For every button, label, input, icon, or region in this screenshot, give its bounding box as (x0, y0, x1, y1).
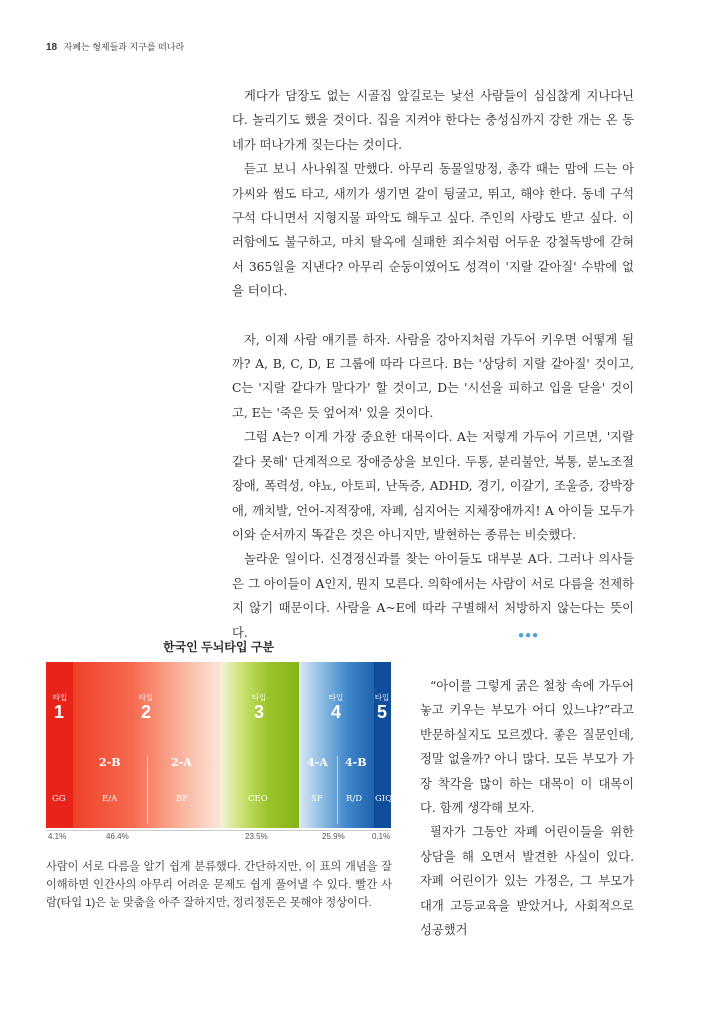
subtype-label: 4-A (307, 756, 328, 769)
paragraph: 게다가 담장도 없는 시골집 앞길로는 낯선 사람들이 심심찮게 지나다닌다. 놀리기도 했을 것이다. 집을 지켜야 한다는 충성심까지 강한 개는 온 동네가 떠나가게 짖는다는 것이다. (232, 89, 634, 152)
running-header (46, 40, 184, 53)
figure-caption: 사람이 서로 다름을 알기 쉽게 분류했다. 간단하지만, 이 표의 개념을 잘 이해하면 인간사의 아무리 어려운 문제도 쉽게 풀어낼 수 있다. 빨간 사람(타입 1)은 눈 맞춤을 아주 잘하지만, 정리정돈은 못해야 정상이다. (46, 861, 392, 909)
paragraph: 필자가 그동안 자폐 어린이들을 위한 상담을 해 오면서 발견한 사실이 있다. 자폐 어린이가 있는 가정은, 그 부모가 대개 고등교육을 받았거나, 사회적으로 성공했거 (420, 825, 634, 938)
subtype-label: 2-B (99, 756, 121, 769)
section-separator: ●●● (518, 630, 540, 641)
type-percentage: 0.1% (372, 832, 391, 841)
type-number: 1 (53, 702, 64, 722)
type-percentage: 23.5% (245, 832, 268, 841)
type-number: 5 (376, 702, 387, 722)
type-label: 타입 (328, 693, 344, 702)
page-number: 18 (46, 42, 58, 53)
subtype-label: 4-B (345, 756, 367, 769)
type-number: 2 (140, 702, 151, 722)
type-code: SF (311, 794, 323, 804)
type-label: 타입 (251, 693, 267, 702)
type-label: 타입 (374, 693, 390, 702)
paragraph: 그럼 A는? 이게 가장 중요한 대목이다. A는 저렇게 가두어 기르면, '지랄 같다 못해' 단계적으로 장애증상을 보인다. 두통, 분리불안, 복통, 분노조절장애, 폭력성, 야뇨, 아토피, 난독증, ADHD, 경기, 이갈기, 조울증, 강박장애, 깨치발, 언어-지적장애, 자폐, 심지어는 지체장애까지! A 아이들 모두가 이와 순서까지 똑같은 것은 아니지만, 발현하는 종류는 비슷했다. (232, 430, 634, 542)
type-code: BF (176, 794, 189, 804)
type-code: CEO (248, 794, 268, 804)
paragraph: “아이를 그렇게 굵은 철창 속에 가두어 놓고 키우는 부모가 어디 있느냐?”라고 반문하실지도 모르겠다. 좋은 질문인데, 정말 없을까? 아니 많다. 모든 부모가 가장 착각을 많이 하는 대목이 이 대목이다. 함께 생각해 보자. (420, 679, 635, 816)
book-title: 자폐는 형제들과 지구를 떠나라 (63, 42, 185, 52)
figure-title: 한국인 두뇌타입 구분 (163, 640, 274, 654)
type-number: 3 (253, 702, 264, 722)
right-column-text (420, 674, 634, 942)
type-percentage: 25.9% (322, 832, 345, 841)
brain-type-chart (46, 662, 391, 828)
type-percentage: 4.1% (48, 832, 67, 841)
type-label: 타입 (138, 693, 154, 702)
percentage-rule (46, 830, 391, 831)
type-label: 타입 (52, 693, 68, 702)
type-code: GIQ (375, 794, 393, 804)
type-code: R/D (346, 794, 363, 804)
main-body-text (232, 84, 634, 645)
type-code: GG (52, 794, 66, 804)
type-number: 4 (330, 702, 341, 722)
type-code: E/A (102, 794, 118, 804)
paragraph: 자, 이제 사람 얘기를 하자. 사람을 강아지처럼 가두어 키우면 어떻게 될까? A, B, C, D, E 그룹에 따라 다르다. B는 '상당히 지랄 같아질' 것이고, C는 '지랄 같다가 말다가' 할 것이고, D는 '시선을 피하고 입을 닫을' 것이고, E는 '죽은 듯 엎어져' 있을 것이다. (232, 332, 634, 420)
paragraph: 듣고 보니 사나워질 만했다. 아무리 동물일망정, 총각 때는 맘에 드는 아가씨와 썸도 타고, 새끼가 생기면 같이 뒹굴고, 뛰고, 해야 한다. 동네 구석구석 다니면서 지형지물 파악도 해두고 싶다. 주인의 사랑도 받고 싶다. 이러함에도 불구하고, 마치 탈옥에 실패한 죄수처럼 어두운 강철독방에 갇혀서 365일을 지낸다? 아무리 순둥이였어도 성격이 '지랄 같아질' 수밖에 없을 터이다. (232, 162, 634, 299)
paragraph: 놀라운 일이다. 신경정신과를 찾는 아이들도 대부분 A다. 그러나 의사들은 그 아이들이 A인지, 뭔지 모른다. 의학에서는 사람이 서로 다름을 전제하지 않기 때문이다. 사람을 A~E에 따라 구별해서 처방하지 않는다는 뜻이다. (232, 552, 634, 640)
type-percentage: 46.4% (106, 832, 129, 841)
subtype-label: 2-A (171, 756, 192, 769)
